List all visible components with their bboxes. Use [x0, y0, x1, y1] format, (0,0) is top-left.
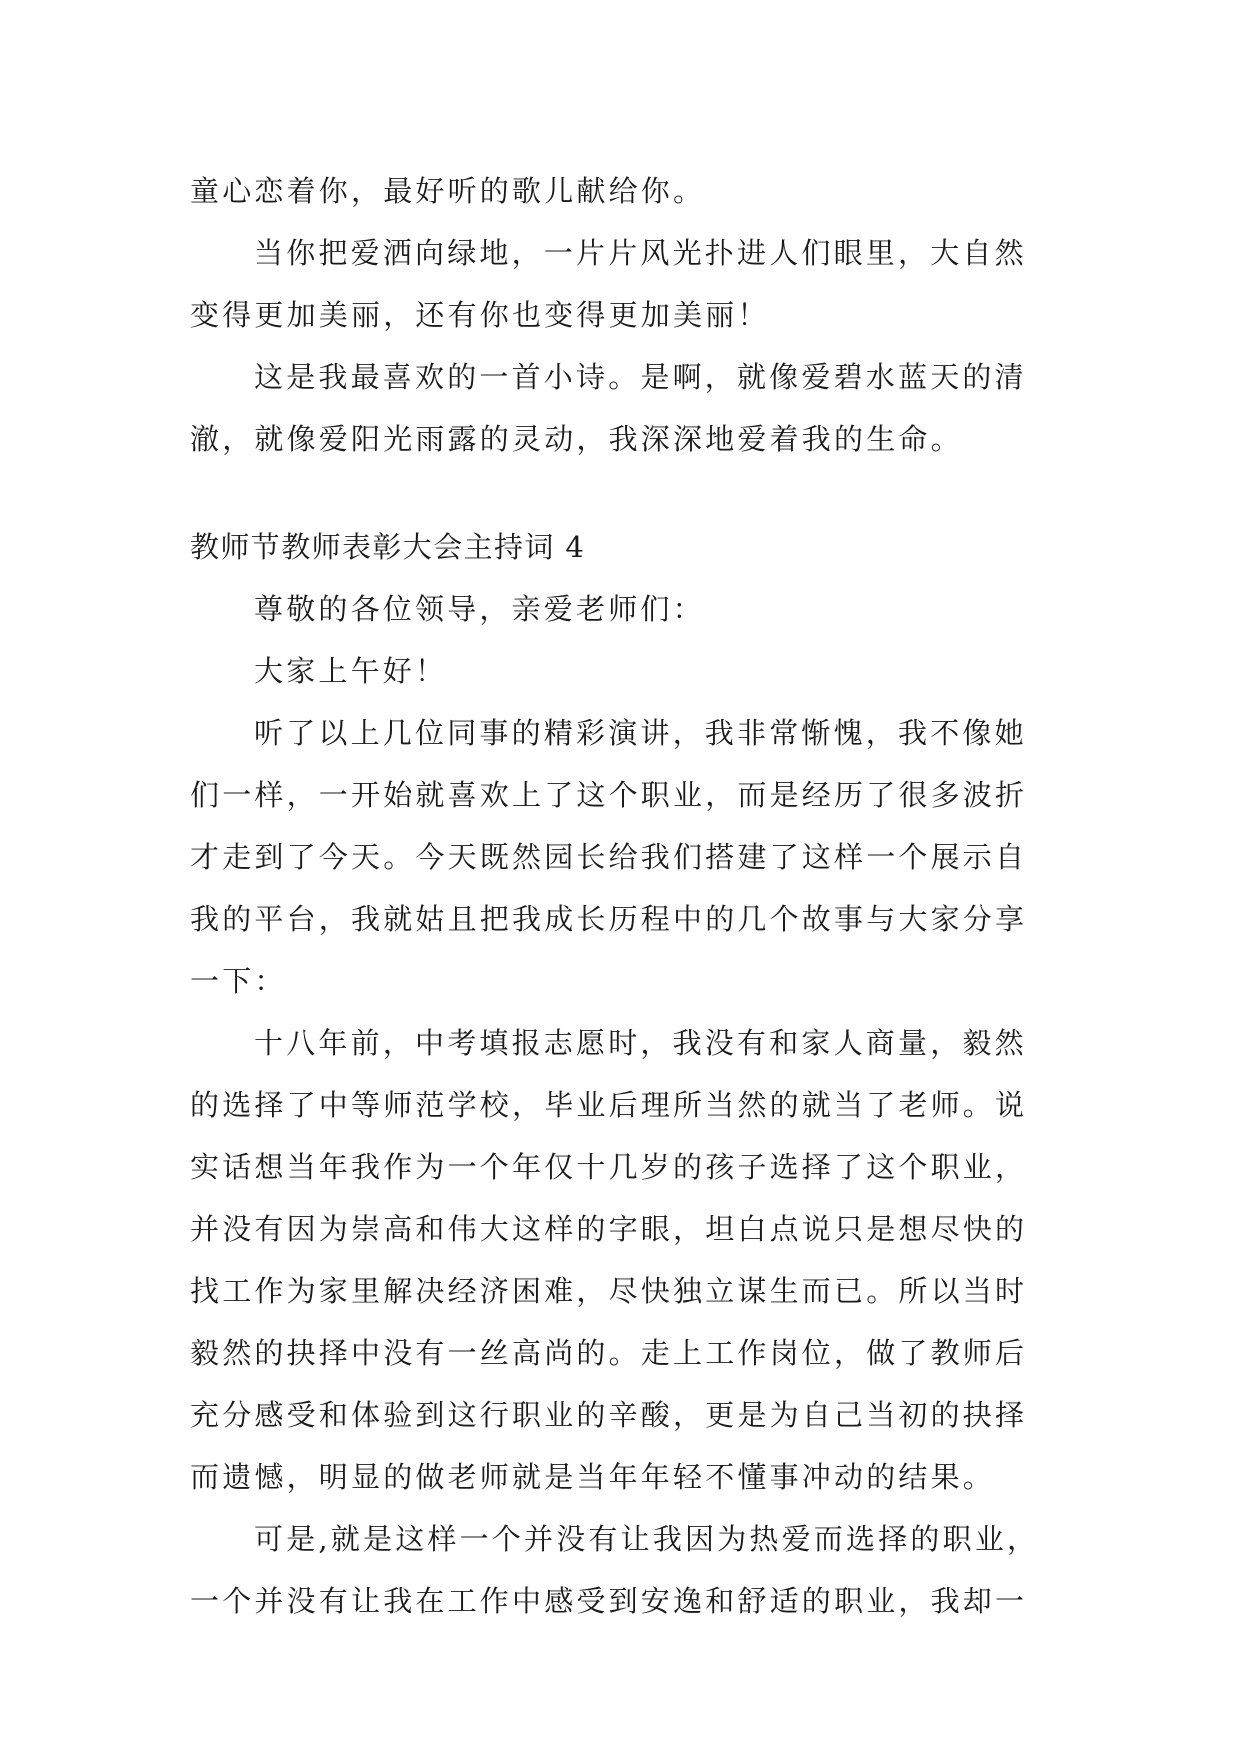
- paragraph: [190, 578, 1058, 640]
- text-line: 大家上午好！: [254, 654, 448, 688]
- text-line: 我的平台，我就姑且把我成长历程中的几个故事与大家分享: [190, 902, 1028, 936]
- paragraph: [190, 346, 1058, 470]
- text-line: 而遗憾，明显的做老师就是当年年轻不懂事冲动的结果。: [190, 1460, 996, 1494]
- text-line: 的选择了中等师范学校，毕业后理所当然的就当了老师。说: [190, 1088, 1028, 1122]
- section-gap: [190, 470, 1058, 516]
- paragraph: [190, 1508, 1058, 1632]
- paragraph: [190, 160, 1058, 222]
- text-line: 变得更加美丽，还有你也变得更加美丽！: [190, 298, 770, 332]
- text-line: 才走到了今天。今天既然园长给我们搭建了这样一个展示自: [190, 840, 1028, 874]
- text-line: 们一样，一开始就喜欢上了这个职业，而是经历了很多波折: [190, 778, 1028, 812]
- text-line: 听了以上几位同事的精彩演讲，我非常惭愧，我不像她: [254, 716, 1027, 750]
- section-heading: 教师节教师表彰大会主持词 4: [190, 530, 586, 564]
- document-body: [190, 160, 1058, 1632]
- text-line: 当你把爱洒向绿地，一片片风光扑进人们眼里，大自然: [254, 236, 1027, 270]
- paragraph: [190, 1012, 1058, 1508]
- text-line: 澈，就像爱阳光雨露的灵动，我深深地爱着我的生命。: [190, 422, 963, 456]
- text-line: 一个并没有让我在工作中感受到安逸和舒适的职业，我却一: [190, 1584, 1028, 1618]
- paragraph: [190, 222, 1058, 346]
- text-line: 尊敬的各位领导，亲爱老师们：: [254, 592, 705, 626]
- text-line: 实话想当年我作为一个年仅十几岁的孩子选择了这个职业，: [190, 1150, 1028, 1184]
- text-line: 童心恋着你，最好听的歌儿献给你。: [190, 174, 706, 208]
- text-line: 可是,就是这样一个并没有让我因为热爱而选择的职业，: [254, 1522, 1040, 1556]
- text-line: 充分感受和体验到这行职业的辛酸，更是为自己当初的抉择: [190, 1398, 1028, 1432]
- text-line: 一下：: [190, 964, 287, 998]
- text-line: 并没有因为崇高和伟大这样的字眼，坦白点说只是想尽快的: [190, 1212, 1028, 1246]
- text-line: 找工作为家里解决经济困难，尽快独立谋生而已。所以当时: [190, 1274, 1028, 1308]
- text-line: 这是我最喜欢的一首小诗。是啊，就像爱碧水蓝天的清: [254, 360, 1027, 394]
- text-line: 毅然的抉择中没有一丝高尚的。走上工作岗位，做了教师后: [190, 1336, 1028, 1370]
- text-line: 十八年前，中考填报志愿时，我没有和家人商量，毅然: [254, 1026, 1027, 1060]
- paragraph: [190, 702, 1058, 1012]
- paragraph: [190, 640, 1058, 702]
